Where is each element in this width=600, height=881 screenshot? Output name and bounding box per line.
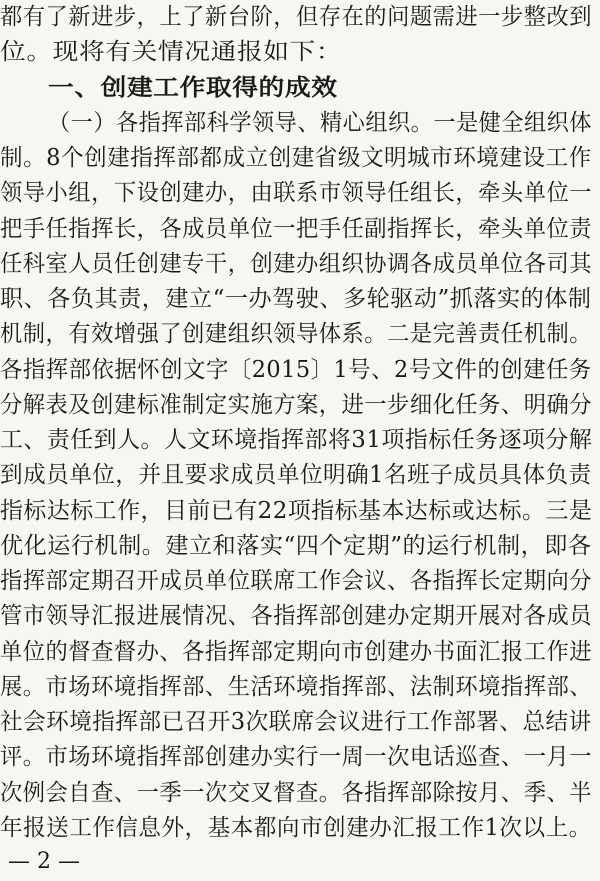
section-heading: 一、创建工作取得的成效 — [48, 74, 338, 101]
body-text-line: 领导小组，下设创建办，由联系市领导任组长，牵头单位一 — [0, 180, 592, 207]
body-text-line: 都有了新进步，上了新台阶，但存在的问题需进一步整改到 — [0, 4, 592, 30]
body-text-line: 机制，有效增强了创建组织领导体系。二是完善责任机制。 — [0, 321, 592, 348]
body-text-line: 指标达标工作，目前已有22项指标基本达标或达标。三是 — [0, 497, 593, 524]
body-text-line: 职、各负其责，建立“一办驾驶、多轮驱动”抓落实的体制 — [0, 286, 592, 312]
subsection-first-line: （一）各指挥部科学领导、精心组织。一是健全组织体 — [48, 109, 592, 136]
body-text-line: 社会环境指挥部已召开3次联席会议进行工作部署、总结讲 — [0, 709, 592, 735]
page-number: — 2 — — [8, 849, 80, 874]
body-text-line: 分解表及创建标准制定实施方案，进一步细化任务、明确分 — [0, 391, 592, 418]
body-text-line: 位。现将有关情况通报如下： — [0, 39, 343, 66]
body-text-line: 年报送工作信息外，基本都向市创建办汇报工作1次以上。 — [0, 814, 592, 841]
body-text-line: 制。8个创建指挥部都成立创建省级文明城市环境建设工作 — [0, 145, 592, 171]
body-text-line: 任科室人员任创建专干，创建办组织协调各成员单位各司其 — [0, 250, 592, 277]
body-text-line: 次例会自查、一季一次交叉督查。各指挥部除按月、季、半 — [0, 779, 592, 806]
body-text-line: 管市领导汇报进展情况、各指挥部创建办定期开展对各成员 — [0, 603, 592, 630]
body-text-line: 评。市场环境指挥部创建办实行一周一次电话巡查、一月一 — [0, 744, 592, 771]
body-text-line: 把手任指挥长，各成员单位一把手任副指挥长，牵头单位责 — [0, 215, 592, 242]
body-text-line: 指挥部定期召开成员单位联席工作会议、各指挥长定期向分 — [0, 568, 592, 594]
body-text-line: 工、责任到人。人文环境指挥部将31项指标任务逐项分解 — [0, 427, 593, 453]
body-text-line: 优化运行机制。建立和落实“四个定期”的运行机制，即各 — [0, 532, 592, 559]
body-text-line: 单位的督查督办、各指挥部定期向市创建办书面汇报工作进 — [0, 638, 592, 665]
body-text-line: 各指挥部依据怀创文字〔2015〕1号、2号文件的创建任务 — [0, 356, 592, 383]
body-text-line: 到成员单位，并且要求成员单位明确1名班子成员具体负责 — [0, 462, 592, 489]
body-text-line: 展。市场环境指挥部、生活环境指挥部、法制环境指挥部、 — [0, 673, 592, 700]
